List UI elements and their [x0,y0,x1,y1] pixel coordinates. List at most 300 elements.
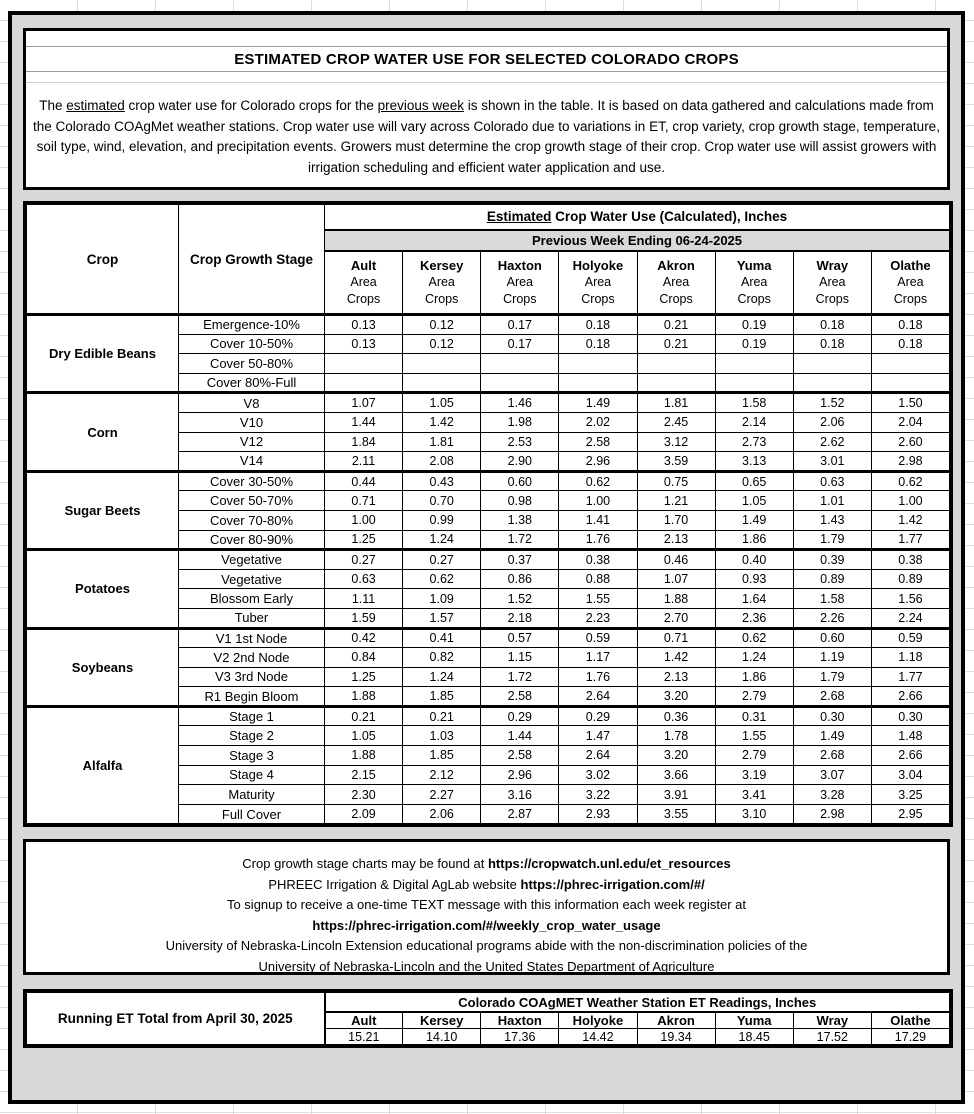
et-station-cell: Kersey [403,1012,481,1029]
water-use-value-cell: 2.66 [871,687,949,707]
water-use-value-cell [871,354,949,374]
footer-text: Crop growth stage charts may be found at [242,856,488,872]
water-use-value-cell: 1.48 [871,726,949,746]
water-use-value-cell: 1.42 [637,648,715,668]
growth-stage-cell: Blossom Early [179,589,325,609]
water-use-value-cell: 0.42 [325,628,403,648]
water-use-value-cell: 3.12 [637,432,715,452]
water-use-value-cell: 1.86 [715,530,793,550]
station-header-cell [793,251,871,315]
water-use-value-cell: 0.19 [715,315,793,335]
table-row [27,628,950,648]
water-use-value-cell: 1.50 [871,393,949,413]
growth-stage-cell: Cover 50-70% [179,491,325,511]
water-use-value-cell: 1.79 [793,530,871,550]
water-use-value-cell: 2.12 [403,765,481,785]
crop-table-box [23,201,953,827]
water-use-value-cell: 1.15 [481,648,559,668]
water-use-value-cell: 0.18 [871,315,949,335]
water-use-value-cell [481,354,559,374]
water-use-value-cell: 1.55 [559,589,637,609]
water-use-value-cell: 0.17 [481,334,559,354]
water-use-value-cell: 2.58 [559,432,637,452]
water-use-value-cell: 1.05 [715,491,793,511]
water-use-value-cell: 0.43 [403,471,481,491]
water-use-value-cell: 2.08 [403,452,481,472]
water-use-value-cell: 1.56 [871,589,949,609]
water-use-value-cell: 3.02 [559,765,637,785]
water-use-value-cell: 2.87 [481,804,559,824]
water-use-value-cell: 0.46 [637,550,715,570]
water-use-value-cell: 1.19 [793,648,871,668]
water-use-value-cell: 2.36 [715,608,793,628]
water-use-value-cell: 0.18 [559,315,637,335]
water-use-value-cell: 1.00 [325,510,403,530]
water-use-value-cell: 1.17 [559,648,637,668]
spacer-row [26,72,947,83]
water-use-value-cell: 1.52 [793,393,871,413]
water-use-value-cell: 2.68 [793,687,871,707]
water-use-value-cell: 0.62 [403,569,481,589]
water-use-value-cell: 1.79 [793,667,871,687]
station-sub-label: Crops [893,291,928,306]
water-use-value-cell: 2.26 [793,608,871,628]
growth-stage-cell: Tuber [179,608,325,628]
station-header-cell [481,251,559,315]
water-use-value-cell: 0.13 [325,315,403,335]
water-use-value-cell: 0.27 [325,550,403,570]
growth-stage-cell: Emergence-10% [179,315,325,335]
water-use-value-cell: 1.98 [481,412,559,432]
water-use-value-cell: 1.00 [559,491,637,511]
station-sub-label: Area [506,274,534,289]
station-header-cell [715,251,793,315]
water-use-value-cell: 0.18 [793,315,871,335]
station-sub-label: Crops [581,291,615,306]
water-use-value-cell [325,354,403,374]
footer-text: PHREEC Irrigation & Digital AgLab website [268,876,521,892]
water-use-value-cell: 0.39 [793,550,871,570]
water-use-value-cell: 0.13 [325,334,403,354]
water-use-value-cell: 2.96 [559,452,637,472]
station-header-cell [871,251,949,315]
water-use-value-cell: 0.29 [559,706,637,726]
growth-stage-cell: V10 [179,412,325,432]
water-use-value-cell: 1.44 [325,412,403,432]
water-use-value-cell: 0.19 [715,334,793,354]
water-use-value-cell: 1.42 [871,510,949,530]
water-use-value-cell: 2.95 [871,804,949,824]
station-sub-label: Area [819,274,846,289]
water-use-value-cell: 0.18 [793,334,871,354]
footer-text: University of Nebraska-Lincoln Extension educational programs abide with the non-discrimination policies of the [165,938,808,954]
growth-stage-cell: Vegetative [179,569,325,589]
water-use-value-cell: 0.17 [481,315,559,335]
crop-column-header: Crop [27,205,179,315]
water-use-value-cell: 0.21 [637,334,715,354]
water-use-value-cell: 1.18 [871,648,949,668]
water-use-value-cell: 1.03 [403,726,481,746]
station-name: Olathe [890,257,931,273]
water-use-value-cell: 1.88 [325,746,403,766]
station-name: Holyoke [572,257,624,273]
growth-stage-cell: Cover 10-50% [179,334,325,354]
water-use-value-cell: 3.13 [715,452,793,472]
water-use-value-cell: 3.55 [637,804,715,824]
footer-notes-box [23,839,950,975]
water-use-value-cell: 1.46 [481,393,559,413]
station-name: Kersey [420,257,464,273]
water-use-value-cell: 0.21 [403,706,481,726]
et-station-cell: Holyoke [559,1012,637,1029]
water-use-value-cell: 2.09 [325,804,403,824]
water-use-value-cell: 3.91 [637,785,715,805]
water-use-value-cell: 2.98 [871,452,949,472]
water-use-value-cell: 0.57 [481,628,559,648]
footer-line [26,875,947,896]
water-use-value-cell: 0.84 [325,648,403,668]
growth-stage-cell: V1 1st Node [179,628,325,648]
crop-name-cell: Soybeans [27,628,179,706]
growth-stage-cell: Vegetative [179,550,325,570]
station-name: Akron [657,257,695,273]
water-use-value-cell: 0.65 [715,471,793,491]
water-use-value-cell: 1.85 [403,687,481,707]
water-use-value-cell: 2.13 [637,530,715,550]
water-use-value-cell: 1.01 [793,491,871,511]
et-station-cell: Haxton [481,1012,559,1029]
water-use-value-cell: 0.41 [403,628,481,648]
water-use-value-cell: 2.90 [481,452,559,472]
water-use-value-cell: 2.27 [403,785,481,805]
water-use-value-cell: 0.38 [559,550,637,570]
water-use-value-cell [559,354,637,374]
growth-stage-cell: V2 2nd Node [179,648,325,668]
water-use-value-cell: 0.99 [403,510,481,530]
growth-stage-cell: V3 3rd Node [179,667,325,687]
water-use-value-cell: 1.78 [637,726,715,746]
table-row [27,706,950,726]
water-use-value-cell: 0.59 [559,628,637,648]
water-use-value-cell: 1.24 [403,667,481,687]
et-station-cell: Yuma [715,1012,793,1029]
water-use-value-cell: 1.24 [715,648,793,668]
station-sub-label: Area [740,274,768,289]
water-use-value-cell: 1.70 [637,510,715,530]
water-use-value-cell: 2.53 [481,432,559,452]
water-use-value-cell: 0.63 [793,471,871,491]
growth-stage-cell: V8 [179,393,325,413]
water-use-value-cell: 1.81 [637,393,715,413]
water-use-value-cell: 1.55 [715,726,793,746]
station-header-cell [325,251,403,315]
water-use-value-cell: 1.52 [481,589,559,609]
water-use-value-cell: 1.76 [559,667,637,687]
growth-stage-cell: Full Cover [179,804,325,824]
water-use-value-cell: 0.98 [481,491,559,511]
water-use-value-cell [403,373,481,393]
growth-stage-cell: R1 Begin Bloom [179,687,325,707]
water-use-value-cell: 1.21 [637,491,715,511]
water-use-value-cell: 1.84 [325,432,403,452]
water-use-value-cell: 0.62 [715,628,793,648]
water-use-value-cell [403,354,481,374]
footer-line [26,936,947,957]
station-sub-label: Crops [815,291,849,306]
water-use-value-cell: 2.18 [481,608,559,628]
water-use-value-cell: 3.41 [715,785,793,805]
water-use-value-cell: 2.64 [559,687,637,707]
growth-stage-cell: Stage 3 [179,746,325,766]
et-station-cell: Akron [637,1012,715,1029]
water-use-value-cell: 3.25 [871,785,949,805]
water-use-value-cell: 0.18 [559,334,637,354]
footer-line [26,895,947,916]
water-use-value-cell: 1.77 [871,667,949,687]
station-sub-label: Crops [503,291,537,306]
et-station-cell: Olathe [871,1012,949,1029]
water-use-value-cell: 3.01 [793,452,871,472]
station-name: Wray [816,257,849,273]
water-use-value-cell: 1.42 [403,412,481,432]
growth-stage-cell: Cover 30-50% [179,471,325,491]
water-use-value-cell: 1.05 [403,393,481,413]
growth-stage-cell: Cover 50-80% [179,354,325,374]
table-row [27,393,950,413]
station-sub-label: Area [428,274,455,289]
table-row [27,550,950,570]
water-use-value-cell: 2.14 [715,412,793,432]
growth-stage-cell: V12 [179,432,325,452]
station-sub-label: Area [662,274,690,289]
station-name: Haxton [497,257,542,273]
water-use-value-cell: 1.43 [793,510,871,530]
water-use-value-cell: 3.20 [637,687,715,707]
water-use-value-cell [637,373,715,393]
page-title: ESTIMATED CROP WATER USE FOR SELECTED COLORADO CROPS [26,47,947,72]
water-use-value-cell: 2.58 [481,746,559,766]
water-use-value-cell: 1.57 [403,608,481,628]
station-sub-label: Crops [425,291,459,306]
intro-paragraph: The estimated crop water use for Colorado crops for the previous week is shown in the table. It is based on data gathered and calculations made from the Colorado COAgMet weather stations. Crop water use will vary across Colorado due to variations in ET, crop variety, crop growth stage, temperature, soil type, wind, elevation, and precipitation events. Growers must determine the crop growth stage of their crop. Crop water use will assist growers with irrigation scheduling and efficient water application and use. [33,98,940,175]
water-use-value-cell: 1.72 [481,667,559,687]
water-use-value-cell: 0.12 [403,334,481,354]
water-use-value-cell: 1.25 [325,530,403,550]
water-use-value-cell [715,354,793,374]
water-use-value-cell: 3.28 [793,785,871,805]
water-use-value-cell: 0.62 [871,471,949,491]
water-use-value-cell: 2.58 [481,687,559,707]
water-use-value-cell [481,373,559,393]
station-sub-label: Crops [737,291,771,306]
spacer-row [26,31,947,47]
water-use-value-cell: 2.93 [559,804,637,824]
water-use-value-cell: 3.59 [637,452,715,472]
crop-name-cell: Dry Edible Beans [27,315,179,393]
water-use-value-cell [715,373,793,393]
water-use-value-cell: 2.11 [325,452,403,472]
water-use-value-cell: 0.89 [793,569,871,589]
water-use-value-cell: 3.19 [715,765,793,785]
water-use-value-cell: 1.77 [871,530,949,550]
footer-url: https://cropwatch.unl.edu/et_resources [487,856,731,872]
et-value-cell: 17.29 [871,1029,949,1045]
water-use-value-cell [637,354,715,374]
water-use-value-cell: 0.60 [481,471,559,491]
water-use-value-cell: 2.06 [403,804,481,824]
water-use-value-cell: 2.70 [637,608,715,628]
running-et-label: Running ET Total from April 30, 2025 [27,993,325,1045]
table-row [27,471,950,491]
water-use-value-cell: 0.27 [403,550,481,570]
water-use-value-cell: 2.62 [793,432,871,452]
station-name: Yuma [736,257,772,273]
water-use-value-cell: 1.86 [715,667,793,687]
water-use-value-cell: 1.58 [793,589,871,609]
crop-name-cell: Sugar Beets [27,471,179,549]
water-use-value-cell: 3.66 [637,765,715,785]
water-use-value-cell: 1.11 [325,589,403,609]
water-use-value-cell: 0.37 [481,550,559,570]
water-use-value-cell: 2.13 [637,667,715,687]
water-use-value-cell: 0.89 [871,569,949,589]
water-use-value-cell: 2.66 [871,746,949,766]
crop-water-table [26,204,950,824]
growth-stage-cell: Maturity [179,785,325,805]
water-use-value-cell: 0.38 [871,550,949,570]
water-use-value-cell: 1.41 [559,510,637,530]
water-use-value-cell: 1.00 [871,491,949,511]
water-use-value-cell: 0.59 [871,628,949,648]
water-use-value-cell: 0.30 [871,706,949,726]
crop-name-cell: Potatoes [27,550,179,628]
water-use-value-cell: 1.09 [403,589,481,609]
water-use-value-cell: 0.31 [715,706,793,726]
growth-stage-cell: Cover 80%-Full [179,373,325,393]
et-value-cell: 17.36 [481,1029,559,1045]
footer-text: University of Nebraska-Lincoln and the United States Department of Agriculture [258,958,715,974]
et-readings-header: Colorado COAgMET Weather Station ET Readings, Inches [325,993,950,1012]
water-use-value-cell: 1.76 [559,530,637,550]
water-use-value-cell: 3.22 [559,785,637,805]
water-use-value-cell: 0.63 [325,569,403,589]
water-use-value-cell: 1.44 [481,726,559,746]
et-value-cell: 14.42 [559,1029,637,1045]
crop-table-body [27,315,950,824]
water-use-value-cell: 1.05 [325,726,403,746]
water-use-value-cell: 0.30 [793,706,871,726]
week-ending-header: Previous Week Ending 06-24-2025 [325,230,950,251]
water-use-value-cell: 2.96 [481,765,559,785]
table-row [27,315,950,335]
water-use-value-cell: 1.59 [325,608,403,628]
crop-name-cell: Alfalfa [27,706,179,824]
footer-line [26,916,947,937]
water-use-value-cell: 0.70 [403,491,481,511]
water-use-value-cell: 0.12 [403,315,481,335]
growth-stage-cell: Cover 70-80% [179,510,325,530]
water-use-value-cell: 1.49 [559,393,637,413]
station-sub-label: Crops [659,291,693,306]
footer-url: https://phrec-irrigation.com/#/ [520,876,705,892]
water-use-value-cell: 1.49 [793,726,871,746]
water-use-value-cell: 1.25 [325,667,403,687]
water-use-value-cell: 0.36 [637,706,715,726]
water-use-value-cell: 0.44 [325,471,403,491]
water-use-value-cell: 1.24 [403,530,481,550]
water-use-value-cell: 2.24 [871,608,949,628]
water-use-value-cell: 0.71 [637,628,715,648]
et-station-cell: Wray [793,1012,871,1029]
footer-line [26,957,947,978]
et-totals-table [26,992,950,1045]
water-use-value-cell: 0.40 [715,550,793,570]
water-use-value-cell: 1.07 [637,569,715,589]
water-use-value-cell: 1.88 [637,589,715,609]
water-use-value-cell: 1.85 [403,746,481,766]
water-use-value-cell: 0.86 [481,569,559,589]
et-totals-box [23,989,953,1048]
water-use-value-cell: 1.49 [715,510,793,530]
water-use-value-cell: 3.10 [715,804,793,824]
footer-url: https://phrec-irrigation.com/#/weekly_crop_water_usage [312,917,661,933]
report-frame [8,11,965,1104]
water-use-value-cell [559,373,637,393]
water-use-value-cell [793,354,871,374]
growth-stage-cell: Stage 4 [179,765,325,785]
footer-line [26,854,947,875]
water-use-value-cell: 3.20 [637,746,715,766]
water-use-value-cell: 0.75 [637,471,715,491]
water-use-value-cell: 3.16 [481,785,559,805]
water-use-value-cell: 1.38 [481,510,559,530]
water-use-value-cell: 1.72 [481,530,559,550]
water-use-value-cell: 2.23 [559,608,637,628]
water-use-value-cell: 2.30 [325,785,403,805]
water-use-value-cell: 2.64 [559,746,637,766]
water-use-value-cell [325,373,403,393]
et-station-cell: Ault [325,1012,403,1029]
station-header-cell [559,251,637,315]
growth-stage-cell: V14 [179,452,325,472]
water-use-value-cell: 2.68 [793,746,871,766]
station-sub-label: Area [897,274,924,289]
et-value-cell: 17.52 [793,1029,871,1045]
water-use-value-cell: 2.06 [793,412,871,432]
water-use-value-cell: 0.88 [559,569,637,589]
growth-stage-cell: Cover 80-90% [179,530,325,550]
water-use-value-cell [871,373,949,393]
et-value-cell: 19.34 [637,1029,715,1045]
et-value-cell: 18.45 [715,1029,793,1045]
water-use-value-cell: 0.21 [637,315,715,335]
water-use-value-cell: 0.82 [403,648,481,668]
water-use-value-cell: 0.62 [559,471,637,491]
stage-column-header: Crop Growth Stage [179,205,325,315]
water-use-value-cell: 0.93 [715,569,793,589]
water-use-value-cell: 2.79 [715,746,793,766]
water-use-value-cell: 1.88 [325,687,403,707]
water-use-value-cell: 1.47 [559,726,637,746]
water-use-value-cell: 2.98 [793,804,871,824]
water-use-value-cell: 0.29 [481,706,559,726]
water-use-value-cell: 2.79 [715,687,793,707]
title-intro-box [23,28,950,190]
station-header-cell [637,251,715,315]
water-use-value-cell: 1.64 [715,589,793,609]
water-use-value-cell: 1.81 [403,432,481,452]
water-use-value-cell: 0.21 [325,706,403,726]
